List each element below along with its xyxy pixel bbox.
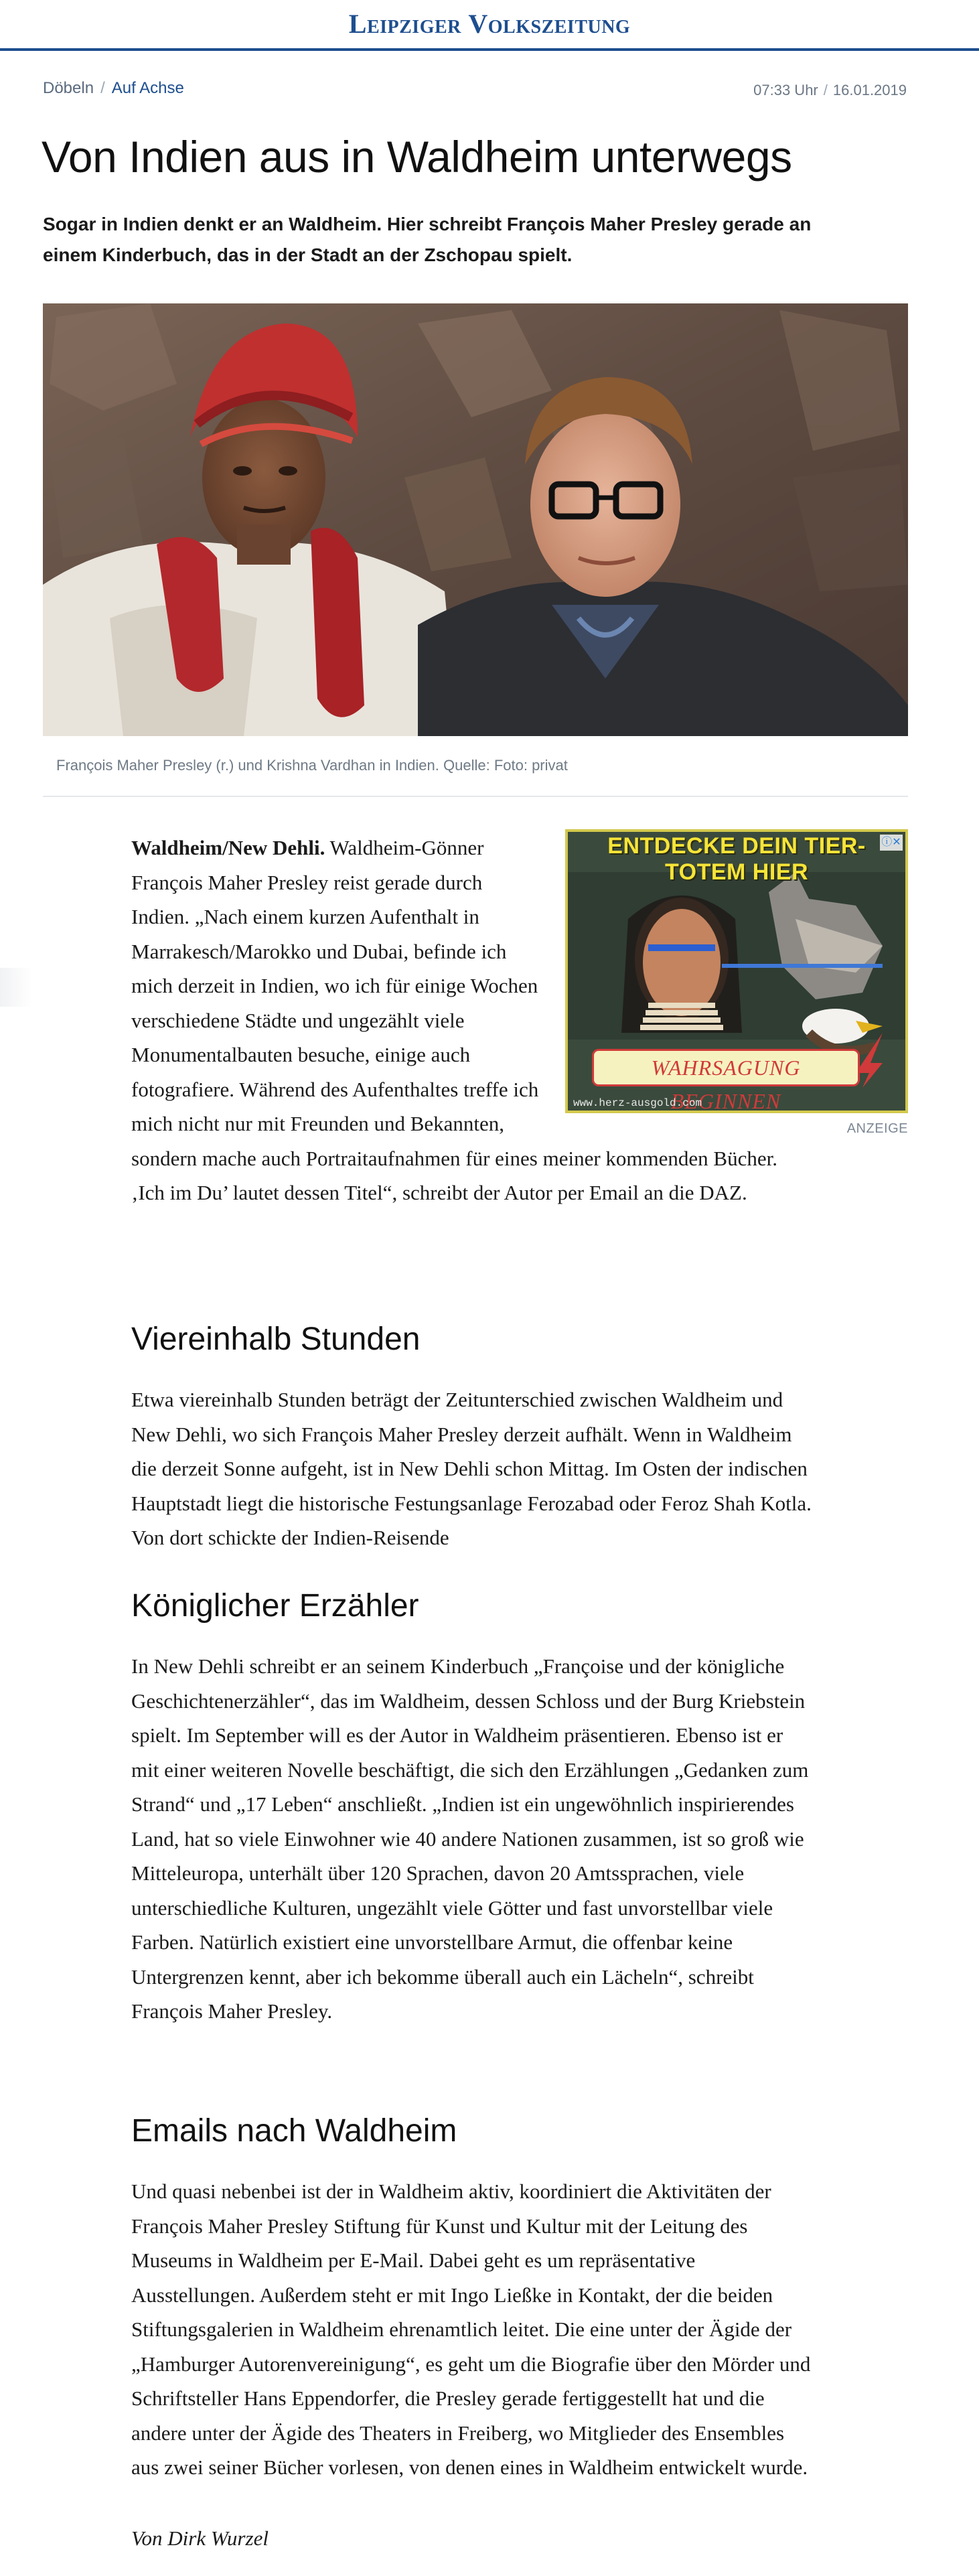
- ad-close-icon[interactable]: ⓘ✕: [880, 835, 903, 851]
- breadcrumb-item-doebeln[interactable]: Döbeln: [43, 79, 94, 97]
- hero-photo[interactable]: [43, 303, 908, 736]
- ad-url: www.herz-ausgold.com: [573, 1097, 702, 1109]
- publish-datetime: [753, 82, 907, 99]
- article-lead: Sogar in Indien denkt er an Waldheim. Hier schreibt François Maher Presley gerade an einem Kinderbuch, das in der Stadt an der Zschopau spielt.: [43, 214, 812, 265]
- intro-wrapped-text: [131, 831, 540, 1141]
- article-title: Von Indien aus in Waldheim unterwegs: [42, 132, 792, 182]
- photo-two-men-stone-wall: [43, 303, 908, 736]
- intro-text-continued: sondern mache auch Portraitaufnahmen für eines meiner kommenden Bücher. ‚Ich im Du’ lautet dessen Titel“, schreibt der Autor per Email an die DAZ.: [131, 1146, 777, 1204]
- ad-headline: ENTDECKE DEIN TIER-TOTEM HIER: [607, 833, 866, 885]
- breadcrumb: [43, 79, 184, 98]
- publish-time: 07:33 Uhr: [753, 82, 818, 98]
- article-paragraph-2: Etwa viereinhalb Stunden beträgt der Zeitunterschied zwischen Waldheim und New Dehli, wo sich François Maher Presley derzeit aufhält. Wenn in Waldheim die derzeit Sonne aufgeht, ist in New Dehli schon Mittag. Im Osten der indischen Hauptstadt liegt die historische Festungsanlage Ferozabad oder Feroz Shah Kotla. Von dort schickte der Indien-Reisende: [131, 1388, 812, 1549]
- article-paragraph-4: Und quasi nebenbei ist der in Waldheim aktiv, koordiniert die Aktivitäten der François Maher Presley Stiftung für Kunst und Kultur mit der Leitung des Museums in Waldheim per E-Mail. Dabei geht es um repräsentative Ausstellungen. Außerdem steht er mit Ingo Ließke in Kontakt, der die beiden Stiftungsgalerien in Waldheim ehrenamtlich leitet. Die eine unter der Ägide der „Hamburger Autorenvereinigung“, es geht um die Biografie über den Mörder und Schriftsteller Hans Eppendorfer, die Presley gerade fertiggestellt hat und die andere unter der Ägide des Theaters in Freiberg, wo Mitglieder des Ensembles aus zwei seiner Bücher vorlesen, von denen eines in Waldheim entwickelt wurde.: [131, 2179, 811, 2479]
- breadcrumb-separator: /: [100, 79, 105, 97]
- date-separator: /: [823, 82, 828, 98]
- breadcrumb-item-auf-achse[interactable]: Auf Achse: [111, 79, 184, 97]
- publish-date: 16.01.2019: [832, 82, 907, 98]
- caption-divider: [43, 796, 908, 797]
- dateline: Waldheim/New Dehli.: [131, 836, 325, 859]
- site-logo[interactable]: [0, 8, 979, 40]
- subheading-emails-nach-waldheim: Emails nach Waldheim: [131, 2113, 457, 2149]
- ad-cta-button[interactable]: WAHRSAGUNG BEGINNEN: [592, 1049, 860, 1086]
- photo-caption: [56, 757, 568, 774]
- site-header: [0, 0, 979, 51]
- side-edge-shadow: [0, 968, 32, 1007]
- logo-word-first: Leipziger: [348, 9, 461, 39]
- intro-text: Waldheim-Gönner François Maher Presley reist gerade durch Indien. „Nach einem kurzen Aufenthalt in Marrakesch/Marokko und Dubai, befinde ich mich derzeit in Indien, wo ich für einige Wochen verschiedene Städte und ungezählt viele Monumentalbauten besuche, einige auch fotografiere. Während des Aufenthaltes treffe ich mich nicht nur mit Freunden und Bekannten,: [131, 836, 539, 1135]
- logo-word-second: Volkszeitung: [468, 9, 631, 39]
- subheading-viereinhalb-stunden: Viereinhalb Stunden: [131, 1321, 421, 1357]
- photo-source: Quelle: Foto: privat: [443, 757, 568, 774]
- article-paragraph-3: In New Dehli schreibt er an seinem Kinderbuch „Françoise und der königliche Geschichtenerzähler“, das im Waldheim, dessen Schloss und der Burg Kriebstein spielt. Im September will es der Autor in Waldheim präsentieren. Ebenso ist er mit einer weiteren Novelle beschäftigt, die sich den Erzählungen „Gedanken zum Strand“ und „17 Leben“ anschließt. „Indien ist ein ungewöhnlich inspirierendes Land, hat so viele Einwohner wie 40 andere Nationen zusammen, ist so groß wie Mitteleuropa, unterhält über 120 Sprachen, davon 20 Amtssprachen, viele unterschiedliche Kulturen, ungezählt viele Götter und fast unvorstellbar viele Farben. Natürlich existiert eine unvorstellbare Armut, die offenbar keine Untergrenzen kennt, aber ich bekomme überall auch ein Lächeln“, schreibt François Maher Presley.: [131, 1654, 809, 2023]
- caption-text: François Maher Presley (r.) und Krishna Vardhan in Indien.: [56, 757, 439, 774]
- author-byline: Von Dirk Wurzel: [131, 2526, 269, 2550]
- subheading-koeniglicher-erzaehler: Königlicher Erzähler: [131, 1588, 419, 1624]
- article-paragraph-intro: [131, 831, 814, 1210]
- ad-label: ANZEIGE: [846, 1121, 908, 1136]
